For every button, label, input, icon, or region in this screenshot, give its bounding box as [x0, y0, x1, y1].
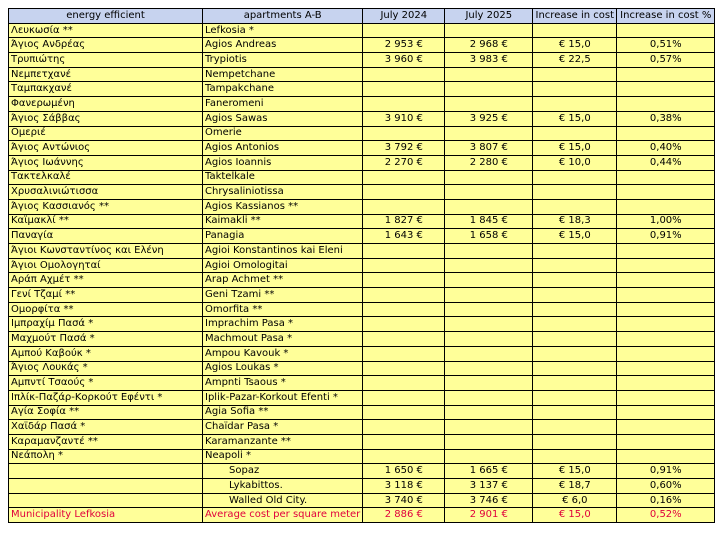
table-row — [9, 479, 715, 494]
july-2025-cell — [445, 82, 533, 97]
increase-cost-cell — [533, 420, 617, 435]
july-2025-cell — [445, 244, 533, 259]
increase-cost-cell — [533, 405, 617, 420]
district-latin-cell: Ampou Kavouk * — [203, 346, 363, 361]
table-row — [9, 170, 715, 185]
district-greek-cell: Άγιος Αντώνιος — [9, 141, 203, 156]
july-2024-cell: 1 650 € — [363, 464, 445, 479]
july-2025-cell — [445, 273, 533, 288]
district-latin-cell: Lykabittos. — [203, 479, 363, 494]
july-2025-cell: 3 983 € — [445, 53, 533, 68]
july-2024-cell — [363, 434, 445, 449]
increase-percent-cell — [617, 434, 715, 449]
header-apartments: apartments A-B — [203, 9, 363, 24]
table-row — [9, 434, 715, 449]
july-2024-cell: 2 270 € — [363, 155, 445, 170]
table-row — [9, 23, 715, 38]
july-2025-cell — [445, 126, 533, 141]
july-2025-cell — [445, 449, 533, 464]
increase-percent-cell — [617, 185, 715, 200]
district-latin-cell: Agios Sawas — [203, 111, 363, 126]
increase-cost-cell — [533, 273, 617, 288]
increase-percent-cell — [617, 420, 715, 435]
district-latin-cell: Geni Tzami ** — [203, 288, 363, 303]
district-latin-cell: Kaimakli ** — [203, 214, 363, 229]
increase-percent-cell: 0,91% — [617, 464, 715, 479]
table-row — [9, 464, 715, 479]
july-2025-cell — [445, 199, 533, 214]
table-row — [9, 405, 715, 420]
energy-cost-table — [8, 8, 715, 523]
july-2024-cell: 1 643 € — [363, 229, 445, 244]
district-greek-cell: Παναγία — [9, 229, 203, 244]
increase-cost-cell — [533, 346, 617, 361]
july-2024-cell — [363, 67, 445, 82]
increase-cost-cell: € 15,0 — [533, 111, 617, 126]
table-row — [9, 67, 715, 82]
table-row — [9, 185, 715, 200]
july-2024-cell: 3 740 € — [363, 493, 445, 508]
july-2025-cell — [445, 332, 533, 347]
increase-cost-cell: € 18,7 — [533, 479, 617, 494]
district-latin-cell: Agia Sofia ** — [203, 405, 363, 420]
july-2025-cell: 3 137 € — [445, 479, 533, 494]
district-greek-cell: Καραμανζαντέ ** — [9, 434, 203, 449]
increase-cost-cell — [533, 82, 617, 97]
increase-cost-cell — [533, 434, 617, 449]
increase-percent-cell — [617, 244, 715, 259]
july-2025-cell: 1 845 € — [445, 214, 533, 229]
increase-percent-cell: 0,51% — [617, 38, 715, 53]
district-greek-cell — [9, 464, 203, 479]
district-greek-cell: Νεάπολη * — [9, 449, 203, 464]
district-greek-cell: Άγιος Ανδρέας — [9, 38, 203, 53]
increase-cost-cell — [533, 288, 617, 303]
increase-cost-cell — [533, 170, 617, 185]
district-latin-cell: Agioi Konstantinos kai Eleni — [203, 244, 363, 259]
increase-percent-cell — [617, 288, 715, 303]
increase-percent-cell — [617, 361, 715, 376]
table-row — [9, 317, 715, 332]
increase-percent-cell — [617, 126, 715, 141]
header-increase-percent: Increase in cost % — [617, 9, 715, 24]
district-greek-cell: Άγιος Ιωάννης — [9, 155, 203, 170]
increase-cost-cell — [533, 332, 617, 347]
july-2025-cell — [445, 405, 533, 420]
july-2024-cell — [363, 449, 445, 464]
district-latin-cell: Trypiotis — [203, 53, 363, 68]
increase-cost-cell — [533, 67, 617, 82]
increase-cost-cell — [533, 244, 617, 259]
july-2024-cell: 2 886 € — [363, 508, 445, 523]
july-2024-cell — [363, 376, 445, 391]
increase-percent-cell — [617, 23, 715, 38]
increase-cost-cell: € 22,5 — [533, 53, 617, 68]
july-2024-cell — [363, 23, 445, 38]
increase-percent-cell — [617, 258, 715, 273]
increase-cost-cell — [533, 199, 617, 214]
table-row — [9, 288, 715, 303]
july-2025-cell — [445, 434, 533, 449]
district-latin-cell: Agios Andreas — [203, 38, 363, 53]
table-row — [9, 346, 715, 361]
district-latin-cell: Nempetchane — [203, 67, 363, 82]
july-2024-cell: 2 953 € — [363, 38, 445, 53]
table-row — [9, 361, 715, 376]
july-2025-cell — [445, 67, 533, 82]
increase-percent-cell — [617, 273, 715, 288]
increase-percent-cell — [617, 170, 715, 185]
july-2024-cell — [363, 332, 445, 347]
header-july-2025: July 2025 — [445, 9, 533, 24]
increase-cost-cell — [533, 317, 617, 332]
district-latin-cell: Agios Loukas * — [203, 361, 363, 376]
july-2025-cell — [445, 361, 533, 376]
district-latin-cell: Lefkosia * — [203, 23, 363, 38]
district-greek-cell: Γενί Τζαμί ** — [9, 288, 203, 303]
table-row — [9, 420, 715, 435]
district-greek-cell: Άγιος Λουκάς * — [9, 361, 203, 376]
table-row — [9, 449, 715, 464]
district-latin-cell: Agioi Omologitai — [203, 258, 363, 273]
district-latin-cell: Neapoli * — [203, 449, 363, 464]
district-latin-cell: Iplik-Pazar-Korkout Efenti * — [203, 390, 363, 405]
increase-cost-cell: € 15,0 — [533, 464, 617, 479]
district-greek-cell: Καϊμακλί ** — [9, 214, 203, 229]
district-greek-cell: Αμπντί Τσαούς * — [9, 376, 203, 391]
increase-percent-cell — [617, 67, 715, 82]
july-2025-cell: 2 280 € — [445, 155, 533, 170]
increase-cost-cell: € 15,0 — [533, 508, 617, 523]
july-2024-cell — [363, 199, 445, 214]
increase-percent-cell: 0,16% — [617, 493, 715, 508]
district-latin-cell: Chaïdar Pasa * — [203, 420, 363, 435]
district-latin-cell: Omerie — [203, 126, 363, 141]
increase-percent-cell — [617, 405, 715, 420]
july-2024-cell: 3 960 € — [363, 53, 445, 68]
july-2025-cell: 1 658 € — [445, 229, 533, 244]
header-energy-efficient: energy efficient — [9, 9, 203, 24]
increase-cost-cell: € 15,0 — [533, 141, 617, 156]
district-latin-cell: Agios Kassianos ** — [203, 199, 363, 214]
district-latin-cell: Agios Ioannis — [203, 155, 363, 170]
district-greek-cell: Αμπού Καβούκ * — [9, 346, 203, 361]
district-greek-cell — [9, 493, 203, 508]
increase-cost-cell — [533, 390, 617, 405]
increase-cost-cell: € 15,0 — [533, 38, 617, 53]
july-2024-cell — [363, 82, 445, 97]
july-2025-cell: 1 665 € — [445, 464, 533, 479]
table-row — [9, 493, 715, 508]
table-row — [9, 390, 715, 405]
july-2024-cell — [363, 346, 445, 361]
july-2025-cell — [445, 170, 533, 185]
table-row — [9, 302, 715, 317]
district-latin-cell: Omorfita ** — [203, 302, 363, 317]
table-row — [9, 82, 715, 97]
district-greek-cell: Τρυπιώτης — [9, 53, 203, 68]
district-latin-cell: Sopaz — [203, 464, 363, 479]
increase-percent-cell: 1,00% — [617, 214, 715, 229]
july-2025-cell: 2 901 € — [445, 508, 533, 523]
increase-percent-cell — [617, 346, 715, 361]
july-2024-cell — [363, 390, 445, 405]
increase-percent-cell — [617, 317, 715, 332]
increase-cost-cell — [533, 302, 617, 317]
increase-percent-cell: 0,38% — [617, 111, 715, 126]
district-greek-cell: Αγία Σοφία ** — [9, 405, 203, 420]
district-greek-cell: Άγιος Σάββας — [9, 111, 203, 126]
increase-cost-cell — [533, 185, 617, 200]
july-2025-cell: 3 807 € — [445, 141, 533, 156]
increase-cost-cell: € 15,0 — [533, 229, 617, 244]
increase-percent-cell: 0,91% — [617, 229, 715, 244]
july-2024-cell: 3 910 € — [363, 111, 445, 126]
increase-cost-cell: € 10,0 — [533, 155, 617, 170]
table-row — [9, 53, 715, 68]
july-2024-cell — [363, 258, 445, 273]
increase-percent-cell — [617, 376, 715, 391]
table-row — [9, 111, 715, 126]
table-row — [9, 155, 715, 170]
table-row — [9, 97, 715, 112]
july-2024-cell — [363, 317, 445, 332]
district-greek-cell: Ομορφίτα ** — [9, 302, 203, 317]
increase-percent-cell — [617, 199, 715, 214]
july-2025-cell — [445, 317, 533, 332]
july-2025-cell — [445, 420, 533, 435]
increase-percent-cell — [617, 302, 715, 317]
district-greek-cell: Τακτελκαλέ — [9, 170, 203, 185]
district-latin-cell: Ampnti Tsaous * — [203, 376, 363, 391]
district-greek-cell: Ιπλίκ-Παζάρ-Κορκούτ Εφέντι * — [9, 390, 203, 405]
district-latin-cell: Tampakchane — [203, 82, 363, 97]
july-2025-cell — [445, 390, 533, 405]
increase-cost-cell — [533, 23, 617, 38]
july-2025-cell — [445, 288, 533, 303]
july-2024-cell: 1 827 € — [363, 214, 445, 229]
district-greek-cell: Μαχμούτ Πασά * — [9, 332, 203, 347]
july-2025-cell — [445, 258, 533, 273]
table-row — [9, 273, 715, 288]
district-latin-cell: Taktelkale — [203, 170, 363, 185]
district-greek-cell: Ταμπακχανέ — [9, 82, 203, 97]
district-greek-cell: Municipality Lefkosia — [9, 508, 203, 523]
increase-cost-cell — [533, 376, 617, 391]
district-greek-cell: Άγιοι Ομολογηταί — [9, 258, 203, 273]
july-2024-cell — [363, 185, 445, 200]
header-july-2024: July 2024 — [363, 9, 445, 24]
table-row — [9, 376, 715, 391]
increase-percent-cell: 0,52% — [617, 508, 715, 523]
table-row — [9, 214, 715, 229]
july-2024-cell — [363, 273, 445, 288]
july-2025-cell — [445, 23, 533, 38]
table-body — [9, 23, 715, 522]
district-latin-cell: Imprachim Pasa * — [203, 317, 363, 332]
table-row — [9, 141, 715, 156]
increase-percent-cell — [617, 449, 715, 464]
increase-percent-cell — [617, 390, 715, 405]
july-2025-cell: 3 746 € — [445, 493, 533, 508]
increase-percent-cell: 0,57% — [617, 53, 715, 68]
july-2025-cell — [445, 346, 533, 361]
july-2024-cell — [363, 405, 445, 420]
increase-percent-cell — [617, 97, 715, 112]
table-row — [9, 229, 715, 244]
table-row — [9, 332, 715, 347]
july-2025-cell: 2 968 € — [445, 38, 533, 53]
increase-cost-cell: € 6,0 — [533, 493, 617, 508]
district-greek-cell: Άγιοι Κωνσταντίνος και Ελένη — [9, 244, 203, 259]
increase-cost-cell — [533, 449, 617, 464]
july-2024-cell — [363, 97, 445, 112]
increase-percent-cell — [617, 332, 715, 347]
july-2025-cell — [445, 97, 533, 112]
district-latin-cell: Average cost per square meter — [203, 508, 363, 523]
increase-cost-cell: € 18,3 — [533, 214, 617, 229]
increase-percent-cell: 0,40% — [617, 141, 715, 156]
july-2024-cell — [363, 170, 445, 185]
july-2024-cell: 3 792 € — [363, 141, 445, 156]
district-greek-cell: Νεμπετχανέ — [9, 67, 203, 82]
july-2024-cell — [363, 244, 445, 259]
july-2025-cell — [445, 185, 533, 200]
july-2024-cell — [363, 126, 445, 141]
increase-cost-cell — [533, 258, 617, 273]
district-latin-cell: Walled Old City. — [203, 493, 363, 508]
district-greek-cell: Ιμπραχίμ Πασά * — [9, 317, 203, 332]
increase-percent-cell: 0,44% — [617, 155, 715, 170]
july-2024-cell — [363, 361, 445, 376]
district-greek-cell: Άγιος Κασσιανός ** — [9, 199, 203, 214]
july-2024-cell: 3 118 € — [363, 479, 445, 494]
july-2025-cell — [445, 302, 533, 317]
header-row — [9, 9, 715, 24]
district-latin-cell: Agios Antonios — [203, 141, 363, 156]
july-2024-cell — [363, 420, 445, 435]
district-latin-cell: Karamanzante ** — [203, 434, 363, 449]
table-row — [9, 38, 715, 53]
table-row — [9, 258, 715, 273]
increase-cost-cell — [533, 361, 617, 376]
increase-cost-cell — [533, 97, 617, 112]
district-greek-cell: Φανερωμένη — [9, 97, 203, 112]
july-2025-cell: 3 925 € — [445, 111, 533, 126]
header-increase-cost: Increase in cost — [533, 9, 617, 24]
table-row — [9, 199, 715, 214]
july-2025-cell — [445, 376, 533, 391]
district-greek-cell: Ομεριέ — [9, 126, 203, 141]
july-2024-cell — [363, 288, 445, 303]
district-latin-cell: Machmout Pasa * — [203, 332, 363, 347]
total-row — [9, 508, 715, 523]
july-2024-cell — [363, 302, 445, 317]
increase-percent-cell — [617, 82, 715, 97]
district-latin-cell: Panagia — [203, 229, 363, 244]
increase-cost-cell — [533, 126, 617, 141]
increase-percent-cell: 0,60% — [617, 479, 715, 494]
district-latin-cell: Faneromeni — [203, 97, 363, 112]
district-greek-cell: Χαϊδάρ Πασά * — [9, 420, 203, 435]
district-latin-cell: Arap Achmet ** — [203, 273, 363, 288]
table-row — [9, 126, 715, 141]
district-greek-cell — [9, 479, 203, 494]
table-row — [9, 244, 715, 259]
district-greek-cell: Χρυσαλινιώτισσα — [9, 185, 203, 200]
district-latin-cell: Chrysaliniotissa — [203, 185, 363, 200]
district-greek-cell: Λευκωσία ** — [9, 23, 203, 38]
district-greek-cell: Αράπ Αχμέτ ** — [9, 273, 203, 288]
